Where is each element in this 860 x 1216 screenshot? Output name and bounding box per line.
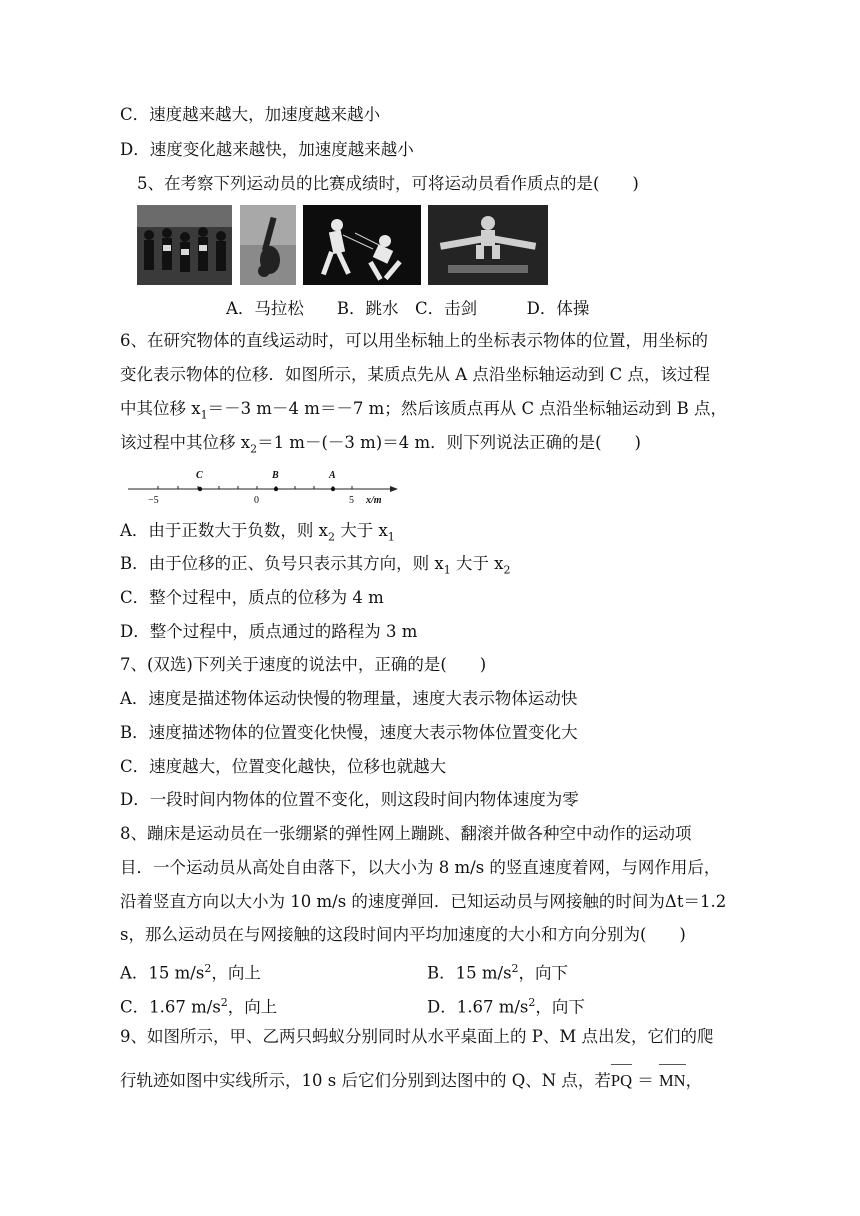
q9-stem-line2: 行轨迹如图中实线所示，10 s 后它们分别到达图中的 Q、N 点，若PQ ＝ MN， — [120, 1071, 703, 1090]
q7-option-c: C．速度越大，位置变化越快，位移也就越大 — [120, 757, 447, 776]
point-b-dot — [274, 487, 278, 491]
q6-stem-line2: 变化表示物体的位移．如图所示，某质点先从 A 点沿坐标轴运动到 C 点，该过程 — [120, 365, 711, 384]
q6-stem-line4: 该过程中其位移 $x_2=1$ m－(－3 m)＝4 m．则下列说法正确的是( ) — [120, 433, 641, 456]
q8-option-d: D．1.67 $m/s^2$，向下 — [427, 996, 585, 1017]
axis-unit-label: x/m — [366, 495, 382, 506]
q8-option-b: B．15 $m/s^2$，向下 — [427, 962, 569, 983]
point-c-dot — [198, 487, 202, 491]
q5-stem: 5、在考察下列运动员的比赛成绩时，可将运动员看作质点的是( ) — [137, 174, 639, 193]
q7-option-d: D．一段时间内物体的位置不变化，则这段时间内物体速度为零 — [120, 790, 579, 809]
q8-option-c: C．1.67 $m/s^2$，向上 — [120, 996, 278, 1017]
q6-option-b: B．由于位移的正、负号只表示其方向，则 $x_1$ 大于 $x_2$ — [120, 554, 511, 577]
vector-mn: MN — [659, 1071, 686, 1090]
q6-option-d: D．整个过程中，质点通过的路程为 3 m — [120, 622, 418, 641]
tick-label-neg5: −5 — [148, 495, 159, 506]
marathon-photo — [137, 205, 232, 285]
q8-option-a: A．15 $m/s^2$，向上 — [120, 962, 261, 983]
q8-stem-line4: s，那么运动员在与网接触的这段时间内平均加速度的大小和方向分别为( ) — [120, 925, 686, 944]
q6-option-a: A．由于正数大于负数，则 $x_2$ 大于 $x_1$ — [120, 521, 395, 544]
tick-label-0: 0 — [254, 495, 259, 506]
gymnastics-photo — [428, 205, 548, 285]
q6-option-c: C．整个过程中，质点的位移为 4 m — [120, 588, 384, 607]
point-a-dot — [331, 487, 335, 491]
q6-stem-line1: 6、在研究物体的直线运动时，可以用坐标轴上的坐标表示物体的位置，用坐标的 — [120, 331, 708, 350]
q7-option-a: A．速度是描述物体运动快慢的物理量，速度大表示物体运动快 — [120, 689, 578, 708]
q7-option-b: B．速度描述物体的位置变化快慢，速度大表示物体位置变化大 — [120, 723, 578, 742]
q8-stem-line1: 8、蹦床是运动员在一张绷紧的弹性网上蹦跳、翻滚并做各种空中动作的运动项 — [120, 824, 692, 843]
q7-stem: 7、(双选)下列关于速度的说法中，正确的是( ) — [120, 655, 487, 674]
q6-stem-line3: 中其位移 $x_1=-3$ m－4 m＝－7 m；然后该质点再从 C 点沿坐标轴运动到 B 点， — [120, 399, 727, 422]
q8-stem-line3: 沿着竖直方向以大小为 10 m/s 的速度弹回．已知运动员与网接触的时间为Δt＝1.2 — [120, 892, 727, 911]
q4-option-d: D．速度变化越来越快，加速度越来越小 — [120, 140, 414, 159]
tick-label-5: 5 — [349, 495, 354, 506]
point-c-label: C — [196, 470, 203, 481]
q4-option-c: C．速度越来越大，加速度越来越小 — [120, 105, 381, 124]
q9-stem-line1: 9、如图所示，甲、乙两只蚂蚁分别同时从水平桌面上的 P、M 点出发，它们的爬 — [120, 1027, 714, 1046]
point-a-label: A — [329, 470, 336, 481]
fencing-photo — [303, 205, 421, 285]
number-line-figure — [128, 462, 398, 506]
q5-options: A．马拉松 B．跳水 C．击剑 D．体操 — [226, 299, 590, 318]
point-b-label: B — [272, 470, 279, 481]
diving-photo — [240, 205, 296, 285]
vector-pq: PQ — [610, 1071, 633, 1090]
q8-stem-line2: 目．一个运动员从高处自由落下，以大小为 8 m/s 的竖直速度着网，与网作用后， — [120, 858, 721, 877]
